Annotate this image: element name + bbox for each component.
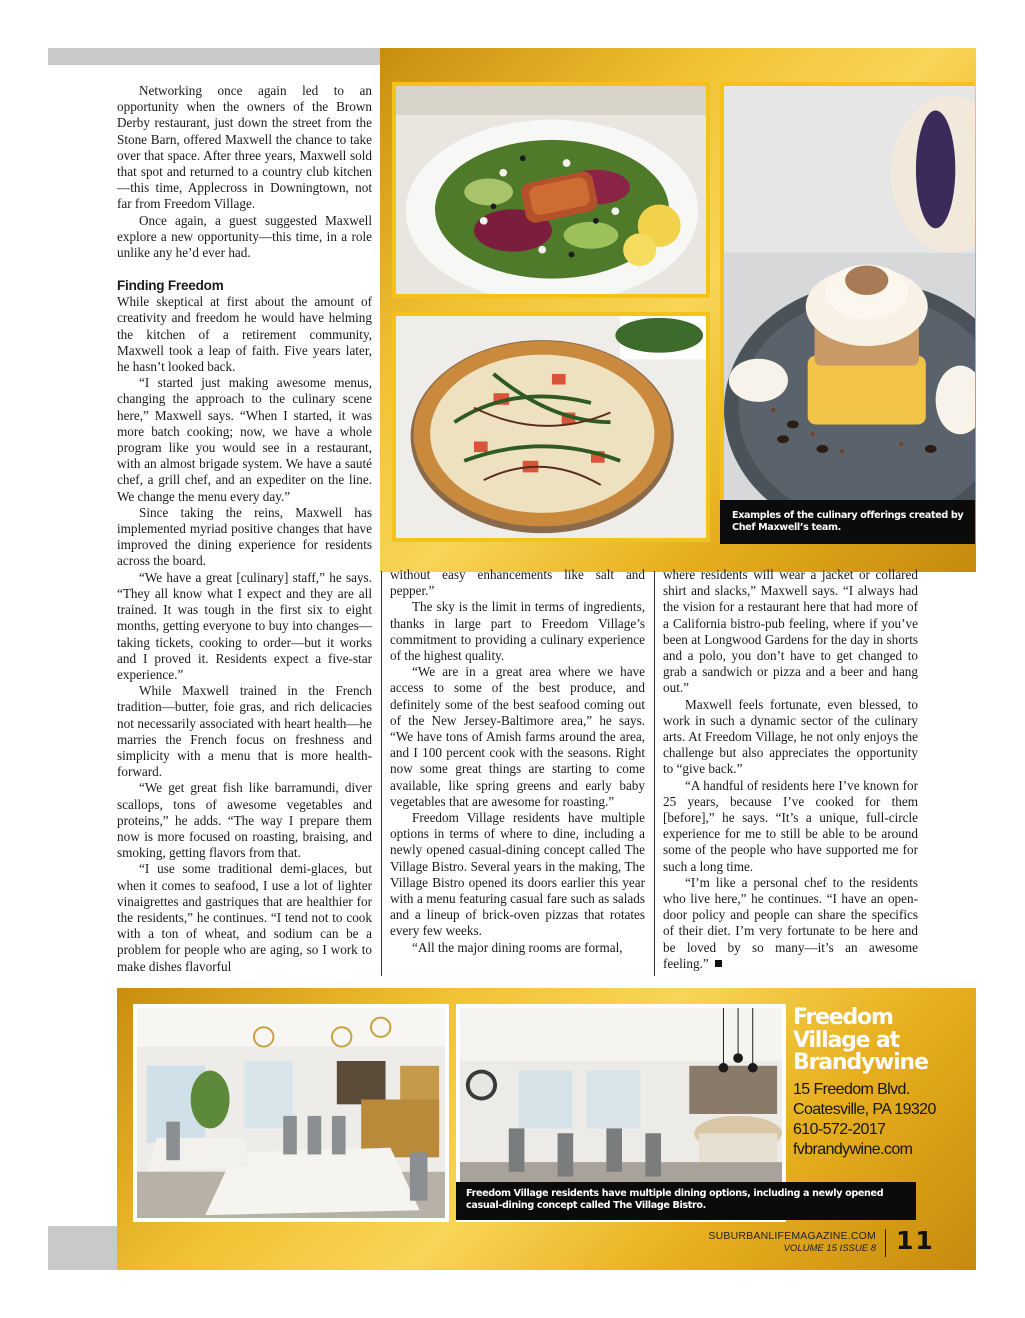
paragraph: “We have a great [culinary] staff,” he says. “They all know what I expect and they are all trained. It was tough in the first six to eight months, getting everyone to buy into changes—taking tickets, cooking to order—but it works and I proved it. Residents expect a five-star experience.” <box>117 569 372 682</box>
salad-photo <box>392 82 710 298</box>
ad-city-address: Coatesville, PA 19320 <box>793 1101 936 1118</box>
bottom-gray-bar <box>48 1226 118 1270</box>
article-column-2 <box>390 567 645 956</box>
paragraph: “All the major dining rooms are formal, <box>412 939 623 955</box>
section-heading: Finding Freedom <box>117 278 224 294</box>
column-divider <box>654 571 655 976</box>
paragraph: “We are in a great area where we have access to some of the best produce, and definitely some of the best seafood coming out of the New Jersey-Baltimore area,” he says. “We have tons of Amish farms around the area, and I 100 percent cook with the seasons. Right now some great things are starting to come available, like spring greens and early baby vegetables that are awesome for roasting.” <box>390 664 645 809</box>
footer-divider <box>885 1229 886 1257</box>
article-column-1 <box>117 83 372 975</box>
paragraph: where residents will wear a jacket or collared shirt and slacks,” Maxwell says. “I always had the vision for a restaurant here that had more of a California bistro-pub feeling, where if you’ve been at Longwood Gardens for the day in shorts and a polo, you don’t have to get changed to grab a sandwich or pizza and a beer and hang out.” <box>663 567 918 696</box>
dining-photo-caption: Freedom Village residents have multiple dining options, including a newly opened casual-dining concept called The Village Bistro. <box>456 1182 916 1220</box>
dining-room-photo <box>133 1004 449 1222</box>
column-divider <box>381 571 382 976</box>
paragraph: “A handful of residents here I’ve known for 25 years, because I’ve cooked for them [before],” he says. “It’s a unique, full-circle experience for me to still be able to be around some of the people who have supported me for such a long time. <box>663 777 918 874</box>
paragraph: While skeptical at first about the amount of creativity and freedom he would have helming the kitchen of a retirement community, Maxwell took a leap of faith. Five years later, he hasn’t looked back. <box>117 294 372 375</box>
paragraph: without easy enhancements like salt and pepper.” <box>390 567 645 599</box>
dessert-photo <box>720 82 975 504</box>
paragraph: Freedom Village residents have multiple options in terms of where to dine, including a newly opened casual-dining concept called The Village Bistro. Several years in the making, The Village Bistro opened its doors earlier this year with a menu featuring casual fare such as salads and a lineup of brick-oven pizzas that rotates every few weeks. <box>390 810 645 939</box>
ad-title-line: Village at <box>793 1027 899 1053</box>
paragraph: While Maxwell trained in the French tradition—butter, foie gras, and rich delicacies not necessarily associated with heart health—he marries the French focus on freshness and simplicity with a menu that is more health-forward. <box>117 683 372 780</box>
paragraph: The sky is the limit in terms of ingredients, thanks in large part to Freedom Village’s commitment to providing a culinary experience of the highest quality. <box>390 599 645 664</box>
ad-website-link[interactable]: fvbrandywine.com <box>793 1141 913 1158</box>
paragraph <box>663 875 918 972</box>
footer-volume: VOLUME 15 ISSUE 8 <box>783 1243 876 1254</box>
paragraph: Since taking the reins, Maxwell has implemented myriad positive changes that have improved the dining experience for residents across the board. <box>117 504 372 569</box>
paragraph: “I use some traditional demi-glaces, but when it comes to seafood, I use a lot of lighter vinaigrettes and gastriques that are healthier for the residents,” he continues. “I tend not to cook with a ton of wheat, and sodium can be a problem for people who are aging, so I work to make dishes flavorful <box>117 861 372 974</box>
ad-phone: 610-572-2017 <box>793 1121 886 1138</box>
ad-street-address: 15 Freedom Blvd. <box>793 1081 910 1098</box>
paragraph: Once again, a guest suggested Maxwell explore a new opportunity—this time, in a role unlike any he’d ever had. <box>117 212 372 261</box>
paragraph-text: “I’m like a personal chef to the residents who live here,” he continues. “I have an open-door policy and people can share the specifics of their diet. I’m very fortunate to be here and be loved by so many—it’s an awesome feeling.” <box>663 874 918 971</box>
ad-title-line: Freedom <box>793 1005 893 1030</box>
food-photo-caption: Examples of the culinary offerings created by Chef Maxwell’s team. <box>720 500 975 544</box>
paragraph: “We get great fish like barramundi, diver scallops, tons of awesome vegetables and proteins,” he adds. “The way I prepare them now is more focused on roasting, braising, and smoking, getting flavors from that. <box>117 780 372 861</box>
top-gray-bar <box>48 48 380 65</box>
page-number: 11 <box>896 1226 935 1255</box>
ad-title-line: Brandywine <box>793 1050 928 1075</box>
footer-site: SUBURBANLIFEMAGAZINE.COM <box>708 1230 876 1242</box>
end-of-article-icon <box>715 960 722 967</box>
pizza-photo <box>392 312 710 542</box>
paragraph: Maxwell feels fortunate, even blessed, to work in such a dynamic sector of the culinary arts. At Freedom Village, he not only enjoys the challenge but also appreciates the opportunity to “give back.” <box>663 696 918 777</box>
ad-title <box>793 1007 973 1075</box>
paragraph: “I started just making awesome menus, changing the approach to the culinary scene here,” Maxwell says. “When I started, it was more batch cooking; now, we have a whole program like you would see in a restaurant, with an almost brigade system. We have a sauté chef, a grill chef, and an expediter on the line. We change the menu every day.” <box>117 375 372 504</box>
paragraph: Networking once again led to an opportunity when the owners of the Brown Derby restaurant, just down the street from the Stone Barn, offered Maxwell the chance to take over that space. After three years, Maxwell sold that spot and returned to a country club kitchen—this time, Applecross in Downingtown, not far from Freedom Village. <box>117 83 372 212</box>
article-column-3 <box>663 567 918 972</box>
